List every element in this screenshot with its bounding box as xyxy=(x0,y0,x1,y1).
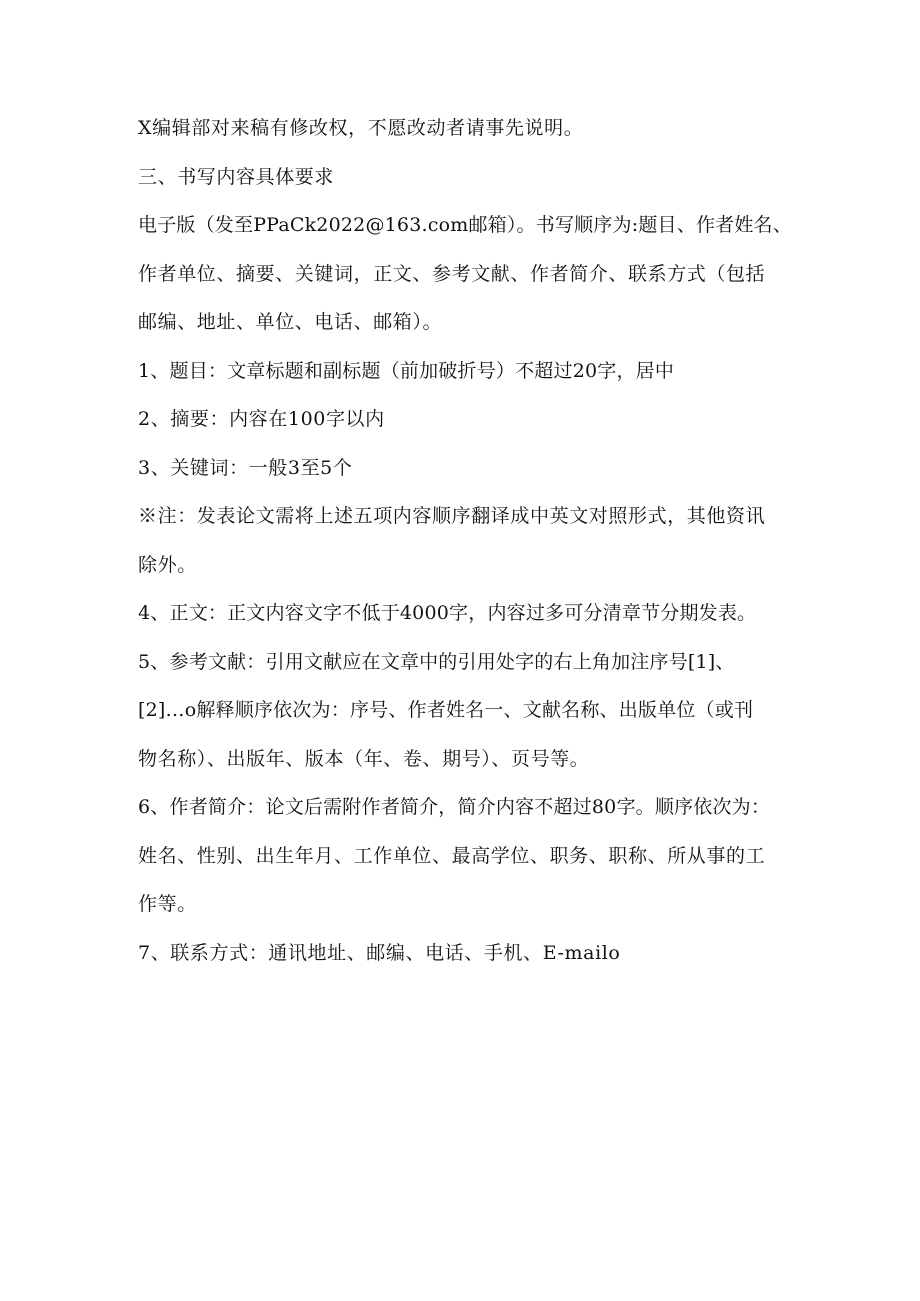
list-item-keywords: 3、关键词：一般3至5个 xyxy=(138,456,353,479)
list-item-abstract: 2、摘要：内容在100字以内 xyxy=(138,408,385,430)
note-translation: ※注：发表论文需将上述五项内容顺序翻译成中英文对照形式，其他资讯 xyxy=(138,505,766,527)
list-item-references-fields: 物名称）、出版年、版本（年、卷、期号）、页号等。 xyxy=(138,747,590,770)
list-item-body-text: 4、正文：正文内容文字不低于4000字，内容过多可分清章节分期发表。 xyxy=(138,602,757,624)
section-heading-writing-requirements: 三、书写内容具体要求 xyxy=(138,165,335,188)
list-item-author-bio-fields: 姓名、性别、出生年月、工作单位、最高学位、职务、职称、所从事的工 xyxy=(138,844,766,867)
text-line-writing-order: 作者单位、摘要、关键词，正文、参考文献、作者简介、联系方式（包括 xyxy=(138,262,766,285)
list-item-author-bio-end: 作等。 xyxy=(138,893,197,915)
list-item-references-order: [2]…o解释顺序依次为：序号、作者姓名一、文献名称、出版单位（或刊 xyxy=(138,699,754,721)
list-item-contact-info: 7、联系方式：通讯地址、邮编、电话、手机、E-mailo xyxy=(138,941,621,964)
list-item-references: 5、参考文献：引用文献应在文章中的引用处字的右上角加注序号[1]、 xyxy=(138,650,735,673)
note-translation-continued: 除外。 xyxy=(138,553,197,576)
document-body xyxy=(138,116,798,989)
list-item-title: 1、题目：文章标题和副标题（前加破折号）不超过20字，居中 xyxy=(138,359,675,382)
text-line-contact-fields: 邮编、地址、单位、电话、邮箱）。 xyxy=(138,311,443,333)
text-line-editorial-rights: X编辑部对来稿有修改权，不愿改动者请事先说明。 xyxy=(138,117,584,139)
text-line-electronic-submission: 电子版（发至PPaCk2022@163.com邮箱）。书写顺序为:题目、作者姓名、 xyxy=(138,214,792,236)
list-item-author-bio: 6、作者简介：论文后需附作者简介，简介内容不超过80字。顺序依次为： xyxy=(138,796,771,818)
